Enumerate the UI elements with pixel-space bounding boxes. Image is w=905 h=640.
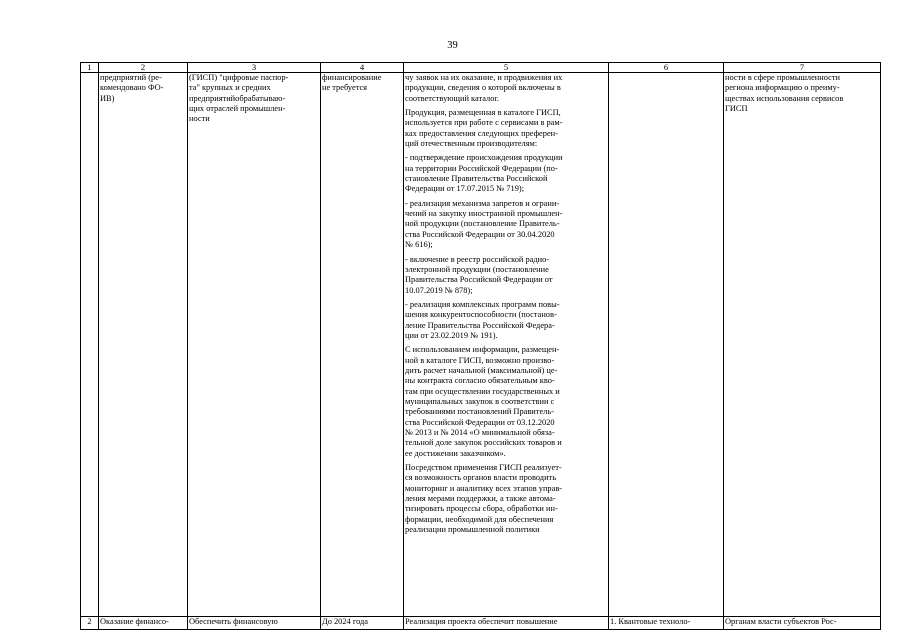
text-line: Продукция, размещенная в каталоге ГИСП, bbox=[405, 108, 561, 118]
page-number: 39 bbox=[447, 40, 458, 51]
header-cell: 3 bbox=[188, 63, 321, 73]
recommendation-cell: Органам власти субъектов Рос- bbox=[724, 617, 881, 630]
text-line: шения конкурентоспособности (постанов- bbox=[405, 310, 557, 320]
header-cell: 7 bbox=[724, 63, 881, 73]
text-line: ках предоставления следующих преферен- bbox=[405, 128, 558, 138]
text-line: предприятий (ре- bbox=[100, 73, 162, 82]
technology-cell bbox=[609, 73, 724, 617]
text-line: мониторинг и аналитику всех этапов управ- bbox=[405, 483, 563, 493]
text-line: Посредством применения ГИСП реализует- bbox=[405, 463, 562, 473]
deadline-cell: До 2024 года bbox=[321, 617, 404, 630]
text-line: соответствующий каталог. bbox=[405, 93, 499, 103]
text-line: комендовано ФО- bbox=[100, 83, 164, 93]
text-line: ности в сфере промышленности bbox=[725, 73, 841, 82]
text-line: не требуется bbox=[322, 83, 368, 93]
text-line: та" крупных и средних bbox=[189, 83, 271, 93]
measures-table bbox=[80, 62, 881, 630]
paragraph bbox=[405, 300, 607, 341]
text-line: Федерации от 17.07.2015 № 719); bbox=[405, 184, 525, 194]
text-line: тельной доле закупок российских товаров и bbox=[405, 438, 562, 448]
text-line: тизировать процессы сбора, обработки ин- bbox=[405, 504, 558, 514]
paragraph bbox=[405, 108, 607, 149]
text-line: ществах использования сервисов bbox=[725, 93, 844, 103]
text-line: ны контракта согласно обязательным кво- bbox=[405, 376, 555, 386]
header-cell: 2 bbox=[99, 63, 188, 73]
text-line: № 2013 и № 2014 «О минимальной обяза- bbox=[405, 428, 555, 437]
text-line: ности bbox=[189, 114, 210, 124]
text-line: С использованием информации, размещен- bbox=[405, 345, 560, 355]
text-line: ления мерами поддержки, а также автома- bbox=[405, 494, 556, 504]
text-line: требованиями постановлений Правитель- bbox=[405, 407, 554, 417]
text-line: Правительства Российской Федерации от bbox=[405, 275, 553, 285]
text-line: ции от 23.02.2019 № 191). bbox=[405, 330, 498, 340]
text-line: чу заявок на их оказание, и продвижения их bbox=[405, 73, 563, 82]
text-line: № 616); bbox=[405, 240, 433, 250]
paragraph bbox=[405, 199, 607, 251]
text-line: ций отечественным производителям: bbox=[405, 139, 538, 149]
measure-name-cell bbox=[99, 73, 188, 617]
paragraph bbox=[405, 463, 607, 535]
measure-name-cell: Оказание финансо- bbox=[99, 617, 188, 630]
header-cell: 5 bbox=[404, 63, 609, 73]
text-line: - реализация комплексных программ повы- bbox=[405, 299, 560, 309]
text-line: электронной продукции (постановление bbox=[405, 264, 549, 274]
paragraph bbox=[405, 345, 607, 459]
paragraph bbox=[405, 153, 607, 194]
text-line: ее достижении заказчиком». bbox=[405, 448, 506, 458]
text-line: ства Российской Федерации от 03.12.2020 bbox=[405, 417, 555, 427]
header-cell: 1 bbox=[81, 63, 99, 73]
text-line: предприятийобрабатываю- bbox=[189, 93, 286, 103]
recommendation-cell bbox=[724, 73, 881, 617]
text-line: чений на закупку иностранной промышлен- bbox=[405, 209, 563, 219]
text-line: становление Правительства Российской bbox=[405, 174, 548, 184]
text-line: ИВ) bbox=[100, 93, 115, 103]
description-cell bbox=[404, 73, 609, 617]
text-line: региона информацию о преиму- bbox=[725, 83, 840, 93]
text-line: продукции, сведения о которой включены в bbox=[405, 83, 561, 93]
header-cell: 6 bbox=[609, 63, 724, 73]
text-line: 10.07.2019 № 878); bbox=[405, 285, 473, 295]
text-line: финансирование bbox=[322, 73, 382, 82]
technology-cell: 1. Квантовые техноло- bbox=[609, 617, 724, 630]
text-line: муниципальных закупок в соответствии с bbox=[405, 396, 555, 406]
description-cell: Реализация проекта обеспечит повышение bbox=[404, 617, 609, 630]
text-line: ление Правительства Российской Федера- bbox=[405, 320, 555, 330]
table-row bbox=[81, 617, 881, 630]
text-line: - реализация механизма запретов и ограни- bbox=[405, 198, 560, 208]
text-line: формации, необходимой для обеспечения bbox=[405, 514, 554, 524]
text-line: реализации промышленной политики bbox=[405, 525, 540, 535]
row-number-cell bbox=[81, 73, 99, 617]
text-line: используется при работе с сервисами в рам- bbox=[405, 118, 563, 128]
task-cell: Обеспечить финансовую bbox=[188, 617, 321, 630]
header-cell: 4 bbox=[321, 63, 404, 73]
text-line: щих отраслей промышлен- bbox=[189, 104, 286, 114]
paragraph bbox=[405, 255, 607, 296]
row-number-cell: 2 bbox=[81, 617, 99, 630]
paragraph bbox=[405, 73, 607, 104]
text-line: - включение в реестр российской радио- bbox=[405, 254, 550, 264]
text-line: (ГИСП) "цифровые паспор- bbox=[189, 73, 289, 82]
text-line: там при осуществлении государственных и bbox=[405, 386, 560, 396]
header-row bbox=[81, 63, 881, 73]
text-line: ся возможность органов власти проводить bbox=[405, 473, 557, 483]
text-line: дить расчет начальной (максимальной) це- bbox=[405, 365, 558, 375]
text-line: - подтверждение происхождения продукции bbox=[405, 153, 563, 163]
task-cell bbox=[188, 73, 321, 617]
text-line: ной в каталоге ГИСП, возможно произво- bbox=[405, 355, 555, 365]
text-line: ства Российской Федерации от 30.04.2020 bbox=[405, 229, 555, 239]
text-line: на территории Российской Федерации (по- bbox=[405, 163, 558, 173]
deadline-cell bbox=[321, 73, 404, 617]
text-line: ной продукции (постановление Правитель- bbox=[405, 219, 560, 229]
table-row bbox=[81, 73, 881, 617]
text-line: ГИСП bbox=[725, 104, 748, 114]
